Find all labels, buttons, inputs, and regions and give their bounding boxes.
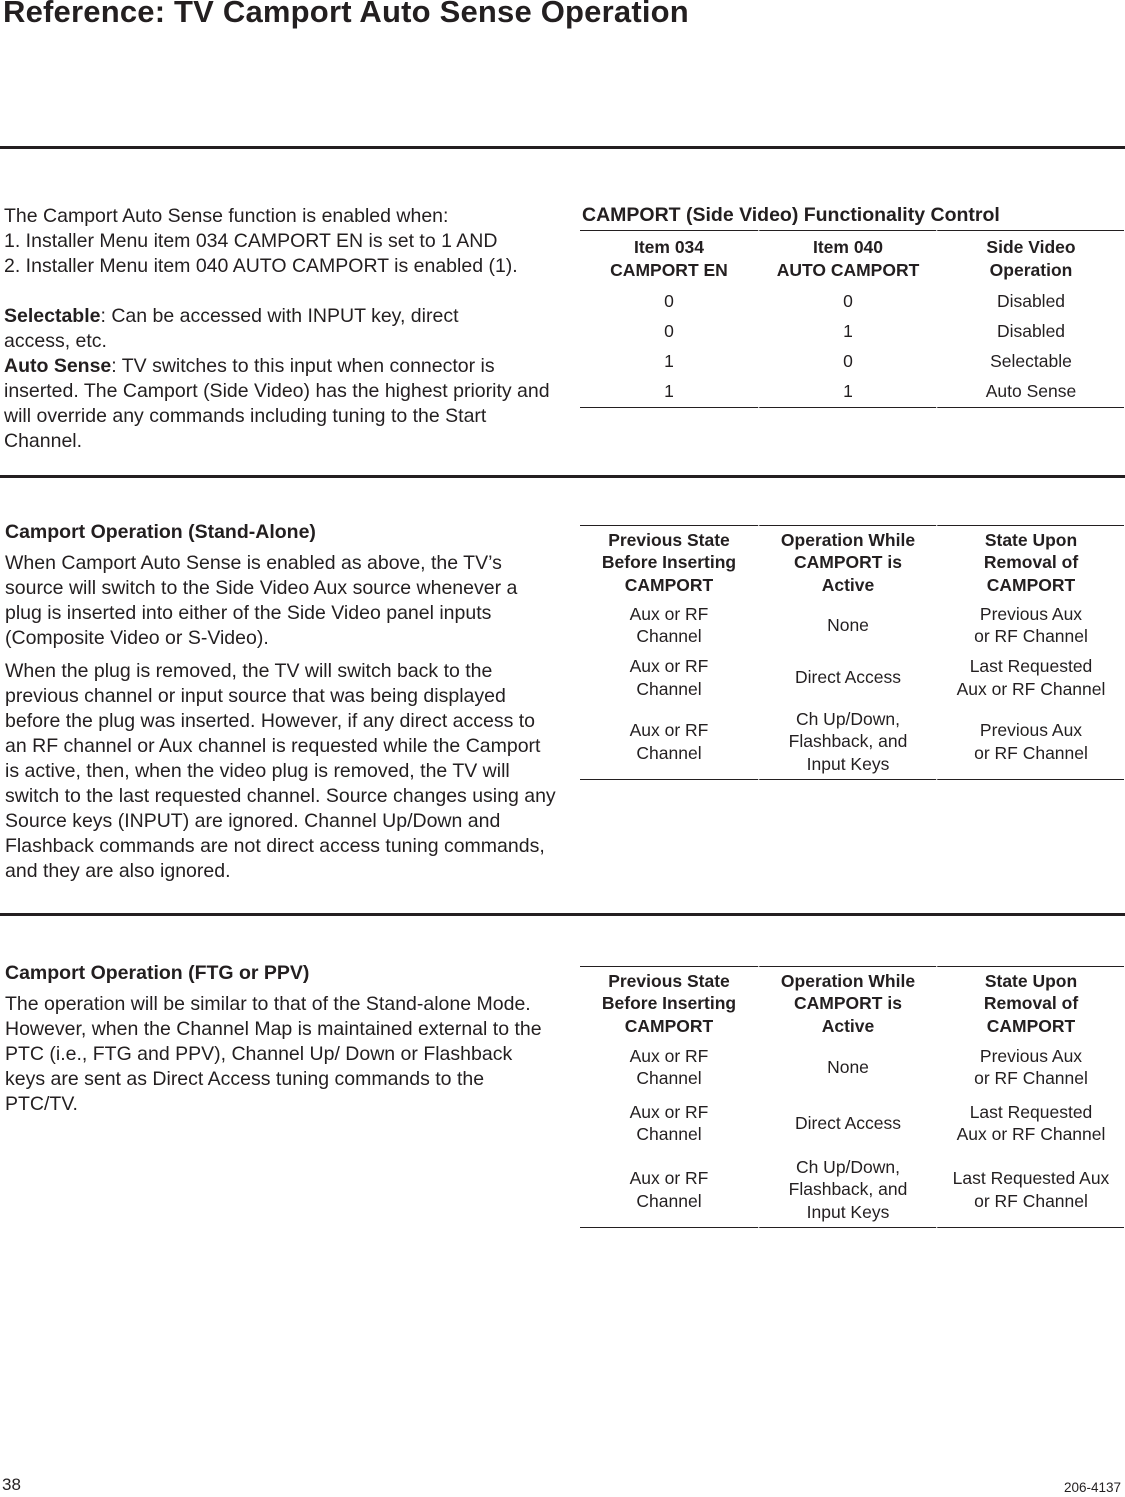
standalone-title: Camport Operation (Stand-Alone)	[5, 521, 316, 543]
table-cell: None	[758, 599, 936, 651]
table-cell: Aux or RF Channel	[629, 1101, 709, 1144]
page-number: 38	[2, 1475, 21, 1494]
table-cell: 1	[758, 316, 936, 346]
divider	[0, 475, 1125, 478]
table-row	[580, 316, 1124, 346]
intro-text	[4, 204, 564, 454]
intro-line: 2. Installer Menu item 040 AUTO CAMPORT is enabled (1).	[4, 255, 518, 277]
selectable-definition	[4, 304, 524, 354]
table-row	[580, 1094, 1124, 1152]
table-cell: Disabled	[936, 316, 1124, 346]
table-cell: Disabled	[936, 286, 1124, 316]
table-cell: Direct Access	[758, 1094, 936, 1152]
table-cell: Previous Aux or RF Channel	[936, 704, 1124, 780]
standalone-header-3: State Upon Removal of CAMPORT	[936, 525, 1124, 599]
ftg-header-1: Previous State Before Inserting CAMPORT	[580, 966, 758, 1040]
standalone-header-1: Previous State Before Inserting CAMPORT	[580, 525, 758, 599]
table-row	[580, 651, 1124, 704]
ftg-title: Camport Operation (FTG or PPV)	[5, 962, 310, 984]
ftg-section	[5, 961, 550, 1125]
ftg-header-2: Operation While CAMPORT is Active	[758, 966, 936, 1040]
table-cell: Last Requested Aux or RF Channel	[936, 1094, 1124, 1152]
table-cell: Ch Up/Down, Flashback, and Input Keys	[758, 1152, 936, 1228]
autosense-definition	[4, 354, 552, 454]
table-row	[580, 1040, 1124, 1094]
intro-line: The Camport Auto Sense function is enabled when:	[4, 205, 449, 227]
table-cell: Previous Aux or RF Channel	[936, 599, 1124, 651]
standalone-paragraph: When Camport Auto Sense is enabled as above, the TV’s source will switch to the Side Video Aux source whenever a plug is inserted into either of the Side Video panel inputs (Composite Video or S-Video).	[5, 552, 518, 649]
selectable-def: : Can be accessed with INPUT key, direct access, etc.	[4, 305, 459, 352]
table-row	[580, 704, 1124, 780]
control-table-title: CAMPORT (Side Video) Functionality Control	[582, 204, 1000, 226]
table-cell: 0	[758, 286, 936, 316]
control-header-2: Item 040 AUTO CAMPORT	[758, 230, 936, 286]
table-cell: Last Requested Aux or RF Channel	[936, 651, 1124, 704]
control-header-1: Item 034 CAMPORT EN	[580, 230, 758, 286]
table-cell: Aux or RF Channel	[629, 1045, 709, 1088]
table-row	[580, 1152, 1124, 1228]
standalone-section	[5, 520, 558, 892]
intro-line: 1. Installer Menu item 034 CAMPORT EN is set to 1 AND	[4, 230, 498, 252]
table-cell: 1	[664, 350, 674, 371]
table-cell: Selectable	[936, 346, 1124, 376]
control-header-3: Side Video Operation	[936, 230, 1124, 286]
table-cell: None	[758, 1040, 936, 1094]
table-cell: Previous Aux or RF Channel	[936, 1040, 1124, 1094]
table-cell: Last Requested Aux or RF Channel	[936, 1152, 1124, 1228]
standalone-paragraph: When the plug is removed, the TV will switch back to the previous channel or input source that was being displayed before the plug was inserted. However, if any direct access to an RF channel or Aux channel is requested while the Camport is active, then, when the video plug is removed, the TV will switch to the last requested channel. Source changes using any Source keys (INPUT) are ignored. Channel Up/Down and Flashback commands are not direct access tuning commands, and they are also ignored.	[5, 660, 556, 882]
table-row	[580, 376, 1124, 408]
table-cell: 0	[664, 320, 674, 341]
standalone-header-2: Operation While CAMPORT is Active	[758, 525, 936, 599]
table-row	[580, 599, 1124, 651]
table-cell: Aux or RF Channel	[580, 704, 758, 780]
table-cell: 1	[580, 376, 758, 408]
table-row	[580, 346, 1124, 376]
table-cell: Direct Access	[758, 651, 936, 704]
divider	[0, 146, 1125, 149]
ftg-paragraph: The operation will be similar to that of the Stand-alone Mode. However, when the Channel Map is maintained external to the PTC (i.e., FTG and PPV), Channel Up/ Down or Flashback keys are sent as Direct Access tuning commands to the PTC/TV.	[5, 993, 542, 1115]
ftg-header-3: State Upon Removal of CAMPORT	[936, 966, 1124, 1040]
table-cell: 1	[758, 376, 936, 408]
table-cell: 0	[664, 290, 674, 311]
table-cell: Auto Sense	[936, 376, 1124, 408]
divider	[0, 913, 1125, 916]
standalone-table	[580, 525, 1124, 780]
selectable-term: Selectable	[4, 305, 101, 327]
table-cell: Aux or RF Channel	[629, 656, 709, 699]
document-number: 206-4137	[1063, 1480, 1121, 1495]
ftg-table	[580, 966, 1124, 1228]
table-cell: Ch Up/Down, Flashback, and Input Keys	[758, 704, 936, 780]
table-row	[580, 286, 1124, 316]
table-cell: Aux or RF Channel	[629, 603, 709, 646]
control-table	[580, 230, 1124, 408]
autosense-def: : TV switches to this input when connector is inserted. The Camport (Side Video) has the highest priority and will override any commands including tuning to the Start Channel.	[4, 355, 550, 452]
page-title: Reference: TV Camport Auto Sense Operation	[3, 0, 689, 29]
table-cell: Aux or RF Channel	[580, 1152, 758, 1228]
table-cell: 0	[758, 346, 936, 376]
autosense-term: Auto Sense	[4, 355, 112, 377]
